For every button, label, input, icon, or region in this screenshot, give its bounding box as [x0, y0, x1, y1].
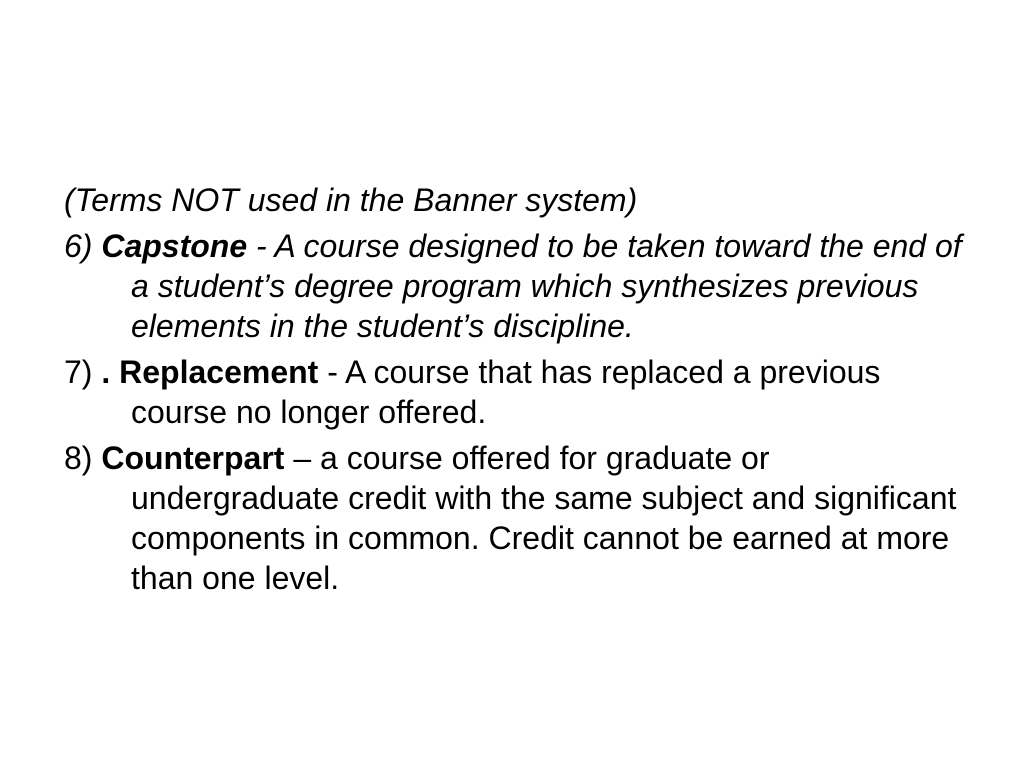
term-number: 7) — [64, 354, 93, 390]
term-item-replacement — [64, 352, 964, 432]
term-number: 8) — [64, 440, 93, 476]
term-number: 6) — [64, 228, 93, 264]
term-definition: - A course designed to be taken toward the end of a student’s degree program which synthesizes previous elements in the student’s discipline. — [131, 228, 962, 344]
term-name: Capstone — [101, 228, 248, 264]
term-definition: - A course that has replaced a previous course no longer offered. — [131, 354, 881, 430]
term-item-capstone — [64, 226, 964, 346]
term-item-counterpart — [64, 438, 964, 598]
term-name: . Replacement — [101, 354, 319, 390]
intro-note — [64, 180, 964, 220]
slide-body — [64, 180, 964, 604]
term-definition: – a course offered for graduate or undergraduate credit with the same subject and significant components in common. Credit cannot be earned at more than one level. — [131, 440, 957, 596]
intro-text: (Terms NOT used in the Banner system) — [64, 182, 638, 218]
term-name: Counterpart — [101, 440, 285, 476]
